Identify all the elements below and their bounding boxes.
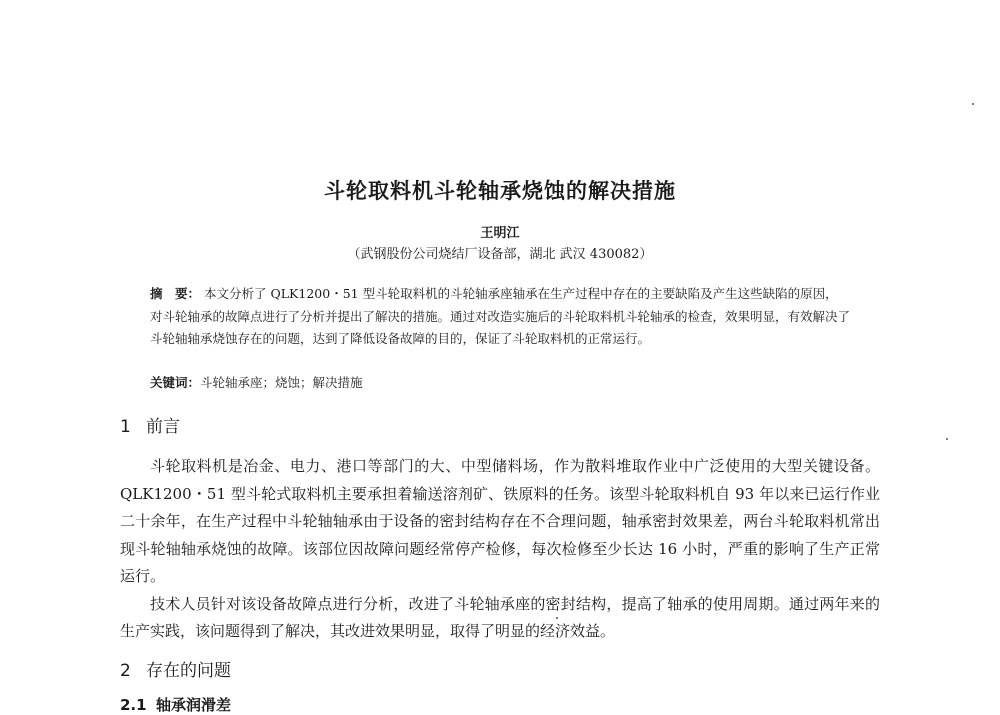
subsection-title: 轴承润滑差: [156, 696, 232, 714]
author-name: 王明江: [480, 226, 520, 241]
keywords-label: 关键词：: [150, 375, 201, 390]
section-title: 存在的问题: [146, 661, 231, 681]
paper-title: 斗轮取料机斗轮轴承烧蚀的解决措施: [324, 179, 676, 203]
abstract: [150, 283, 850, 351]
introduction-body: [120, 453, 880, 646]
subsection-number: 2.1: [120, 696, 147, 714]
scan-speck: [972, 103, 974, 105]
section-number: 2: [120, 661, 131, 681]
section-number: 1: [120, 417, 131, 437]
body-paragraph: 技术人员针对该设备故障点进行分析，改进了斗轮轴承座的密封结构，提高了轴承的使用周期。通过两年来的生产实践，该问题得到了解决，其改进效果明显，取得了明显的经济效益。: [120, 594, 880, 640]
section-title: 前言: [146, 417, 180, 437]
section-heading-introduction: [120, 412, 180, 437]
scan-speck: [946, 438, 948, 440]
abstract-label: 摘 要：: [150, 286, 201, 301]
section-heading-problems: [120, 656, 231, 681]
body-paragraph: 斗轮取料机是冶金、电力、港口等部门的大、中型储料场，作为散料堆取作业中广泛使用的大型关键设备。QLK1200・51 型斗轮式取料机主要承担着输送溶剂矿、铁原料的任务。该型斗轮取料机自 93 年以来已运行作业二十余年，在生产过程中斗轮轴轴承由于设备的密封结构存在不合理问题，轴承密封效果差，两台斗轮取料机常出现斗轮轴轴承烧蚀的故障。该部位因故障问题经常停产检修，每次检修至少长达 16 小时，严重的影响了生产正常运行。: [120, 457, 880, 585]
subsection-heading: [120, 694, 231, 715]
author-affiliation: （武钢股份公司烧结厂设备部，湖北 武汉 430082）: [347, 247, 653, 262]
abstract-text: 本文分析了 QLK1200・51 型斗轮取料机的斗轮轴承座轴承在生产过程中存在的主要缺陷及产生这些缺陷的原因，对斗轮轴承的故障点进行了分析并提出了解决的措施。通过对改造实施后的斗轮取料机斗轮轴承的检查，效果明显，有效解决了斗轮轴轴承烧蚀存在的问题，达到了降低设备故障的目的，保证了斗轮取料机的正常运行。: [150, 286, 851, 346]
scan-speck: [556, 617, 558, 619]
keywords: [150, 373, 850, 393]
keywords-text: 斗轮轴承座；烧蚀；解决措施: [200, 375, 363, 390]
